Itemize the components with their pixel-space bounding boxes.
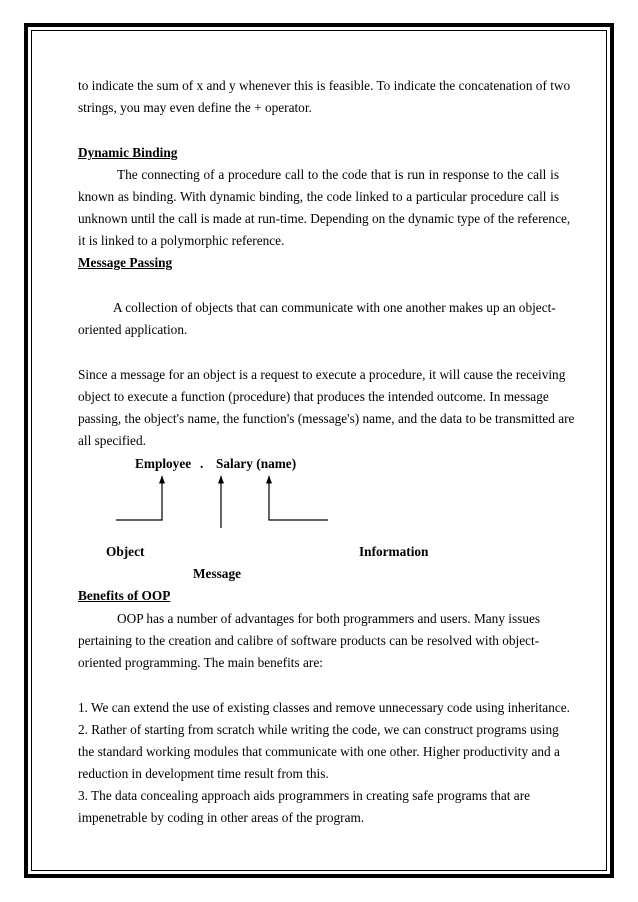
paragraph-line: passing, the object's name, the function's (message's) name, and the data to be transmitted are <box>78 411 575 426</box>
intro-line: strings, you may even define the + operator. <box>78 100 312 115</box>
paragraph-line: oriented application. <box>78 322 188 337</box>
benefit-item: 3. The data concealing approach aids programmers in creating safe programs that are <box>78 788 531 803</box>
benefit-item: 2. Rather of starting from scratch while writing the code, we can construct programs using <box>78 722 559 737</box>
dynamic-binding-heading: Dynamic Binding <box>78 145 178 160</box>
benefit-item: reduction in development time result from this. <box>78 766 329 781</box>
diagram-label-object: Object <box>106 544 145 559</box>
diagram-object-name: Employee <box>135 456 192 471</box>
information-arrow <box>269 476 328 520</box>
paragraph-line: object to execute a function (procedure) that produces the intended outcome. In message <box>78 389 549 404</box>
paragraph-line: known as binding. With dynamic binding, the code linked to a particular procedure call is <box>78 189 559 204</box>
benefit-item: 1. We can extend the use of existing classes and remove unnecessary code using inheritance. <box>78 700 570 715</box>
paragraph-line: pertaining to the creation and calibre of software products can be resolved with object- <box>78 633 540 648</box>
paragraph-line: Since a message for an object is a request to execute a procedure, it will cause the receiving <box>78 367 566 382</box>
paragraph-line: oriented programming. The main benefits are: <box>78 655 323 670</box>
paragraph-line: all specified. <box>78 433 146 448</box>
message-passing-heading: Message Passing <box>78 255 173 270</box>
diagram-message-expr: Salary (name) <box>216 456 297 471</box>
benefit-item: impenetrable by coding in other areas of the program. <box>78 810 365 825</box>
object-arrow <box>116 476 162 520</box>
intro-line: to indicate the sum of x and y whenever this is feasible. To indicate the concatenation of two <box>78 78 571 93</box>
diagram-dot: . <box>200 456 204 471</box>
paragraph-line: The connecting of a procedure call to the code that is run in response to the call is <box>117 167 559 182</box>
diagram-label-information: Information <box>359 544 429 559</box>
paragraph-line: unknown until the call is made at run-time. Depending on the dynamic type of the reference, <box>78 211 571 226</box>
paragraph-line: A collection of objects that can communicate with one another makes up an object- <box>113 300 556 315</box>
paragraph-line: OOP has a number of advantages for both programmers and users. Many issues <box>117 611 541 626</box>
paragraph-line: it is linked to a polymorphic reference. <box>78 233 285 248</box>
benefits-heading: Benefits of OOP <box>78 588 171 603</box>
diagram-label-message: Message <box>193 566 241 581</box>
benefit-item: the standard working modules that communicate with one other. Higher productivity and a <box>78 744 560 759</box>
